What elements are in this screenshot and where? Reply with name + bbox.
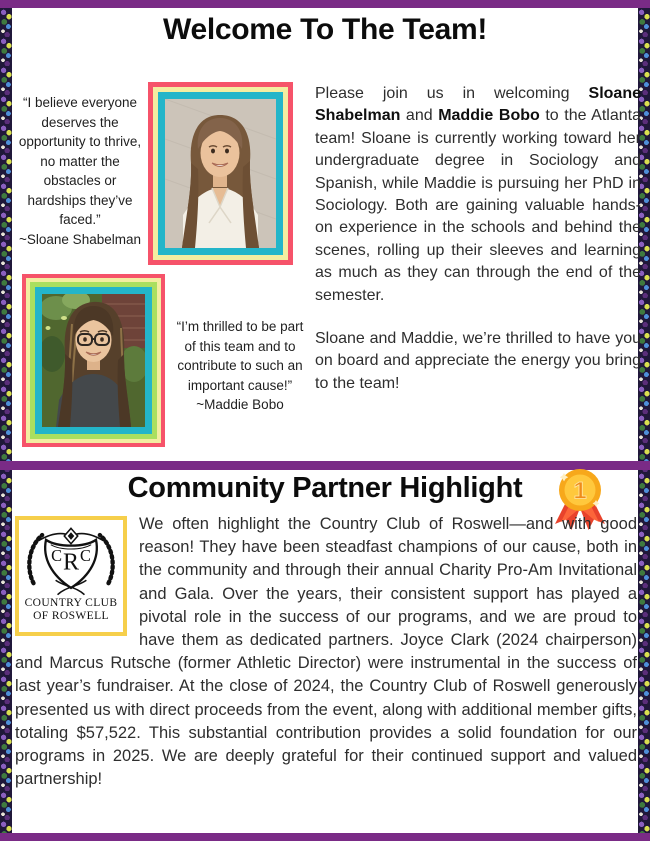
sloane-frame-ring-yellow [153,87,288,260]
sloane-quote [14,93,146,249]
welcome-title: Welcome To The Team! [162,13,488,46]
welcome-p1-name-sloane: Sloane Shabelman [315,85,641,125]
maddie-quote-attribution: ~Maddie Bobo [196,397,284,412]
welcome-p1-pre: Please join us in welcoming [315,85,589,102]
logo-name-line1: COUNTRY CLUB [24,597,118,609]
maddie-quote [172,317,308,415]
maddie-frame-ring-teal [35,287,152,434]
crest-letter-c2: C [79,546,91,566]
maddie-photo [42,294,145,427]
welcome-paragraph-2: Sloane and Maddie, we’re thrilled to have you on board and appreciate the energy you bring to the team! [315,330,641,392]
welcome-p1-name-maddie: Maddie Bobo [438,107,540,125]
maddie-frame-ring-yellow [26,278,161,443]
left-art-border [0,8,12,833]
top-accent-bar [0,0,650,8]
sloane-portrait-illustration [165,99,276,248]
partner-paragraph: We often highlight the Country Club of Roswell—and with good reason! They have been steadfast champions of our cause, both in the community and through their annual Charity Pro-Am Invitational and Gala. Over the years, their consistent support has played a pivotal role in the success of our programs, and we are proud to have them as dedicated partners. Joyce Clark (2024 chairperson) and Marcus Rutsche (former Athletic Director) were instrumental in the success of last year’s fundraiser. At the close of 2024, the Country Club of Roswell generously presented us with direct proceeds from the event, along with additional member gifts, totaling $57,522. This substantial contribution provides a solid foundation for our programs in 2025. We are deeply grateful for their continued support and valued partnership! [15,515,637,789]
crest-letter-r: R [62,549,80,576]
partner-body [15,513,637,791]
sloane-quote-attribution: ~Sloane Shabelman [19,231,141,247]
country-club-roswell-logo [15,516,127,636]
welcome-p1-post: to the Atlanta team! Sloane is currently working toward her undergraduate degree in Sociology and Spanish, while Maddie is pursuing her PhD in Sociology. Both are gaining valuable hands-on experience in the schools and behind the scenes, rolling up their sleeves and learning as much as they can through the end of the semester. [315,107,641,304]
medal-number: 1 [573,477,587,505]
bottom-accent-bar [0,833,650,841]
welcome-body [315,83,641,416]
sloane-quote-text: “I believe everyone deserves the opportunity to thrive, no matter the obstacles or hardships they’ve faced.” [18,95,142,227]
sloane-photo [165,99,276,248]
maddie-frame-ring-lime [30,282,157,439]
maddie-photo-frame [22,274,165,447]
sloane-frame-ring-teal [158,92,283,255]
sloane-photo-frame [148,82,293,265]
maddie-quote-text: “I’m thrilled to be part of this team and to contribute to such an important cause!” [176,319,304,393]
maddie-portrait-illustration [42,294,145,427]
logo-name-line2: OF ROSWELL [33,610,109,622]
partner-title: Community Partner Highlight [127,472,523,504]
crest-letter-c1: C [51,546,63,566]
welcome-p1-mid: and [400,107,439,125]
welcome-paragraph-1 [315,83,641,307]
crc-crest-icon [21,527,121,597]
